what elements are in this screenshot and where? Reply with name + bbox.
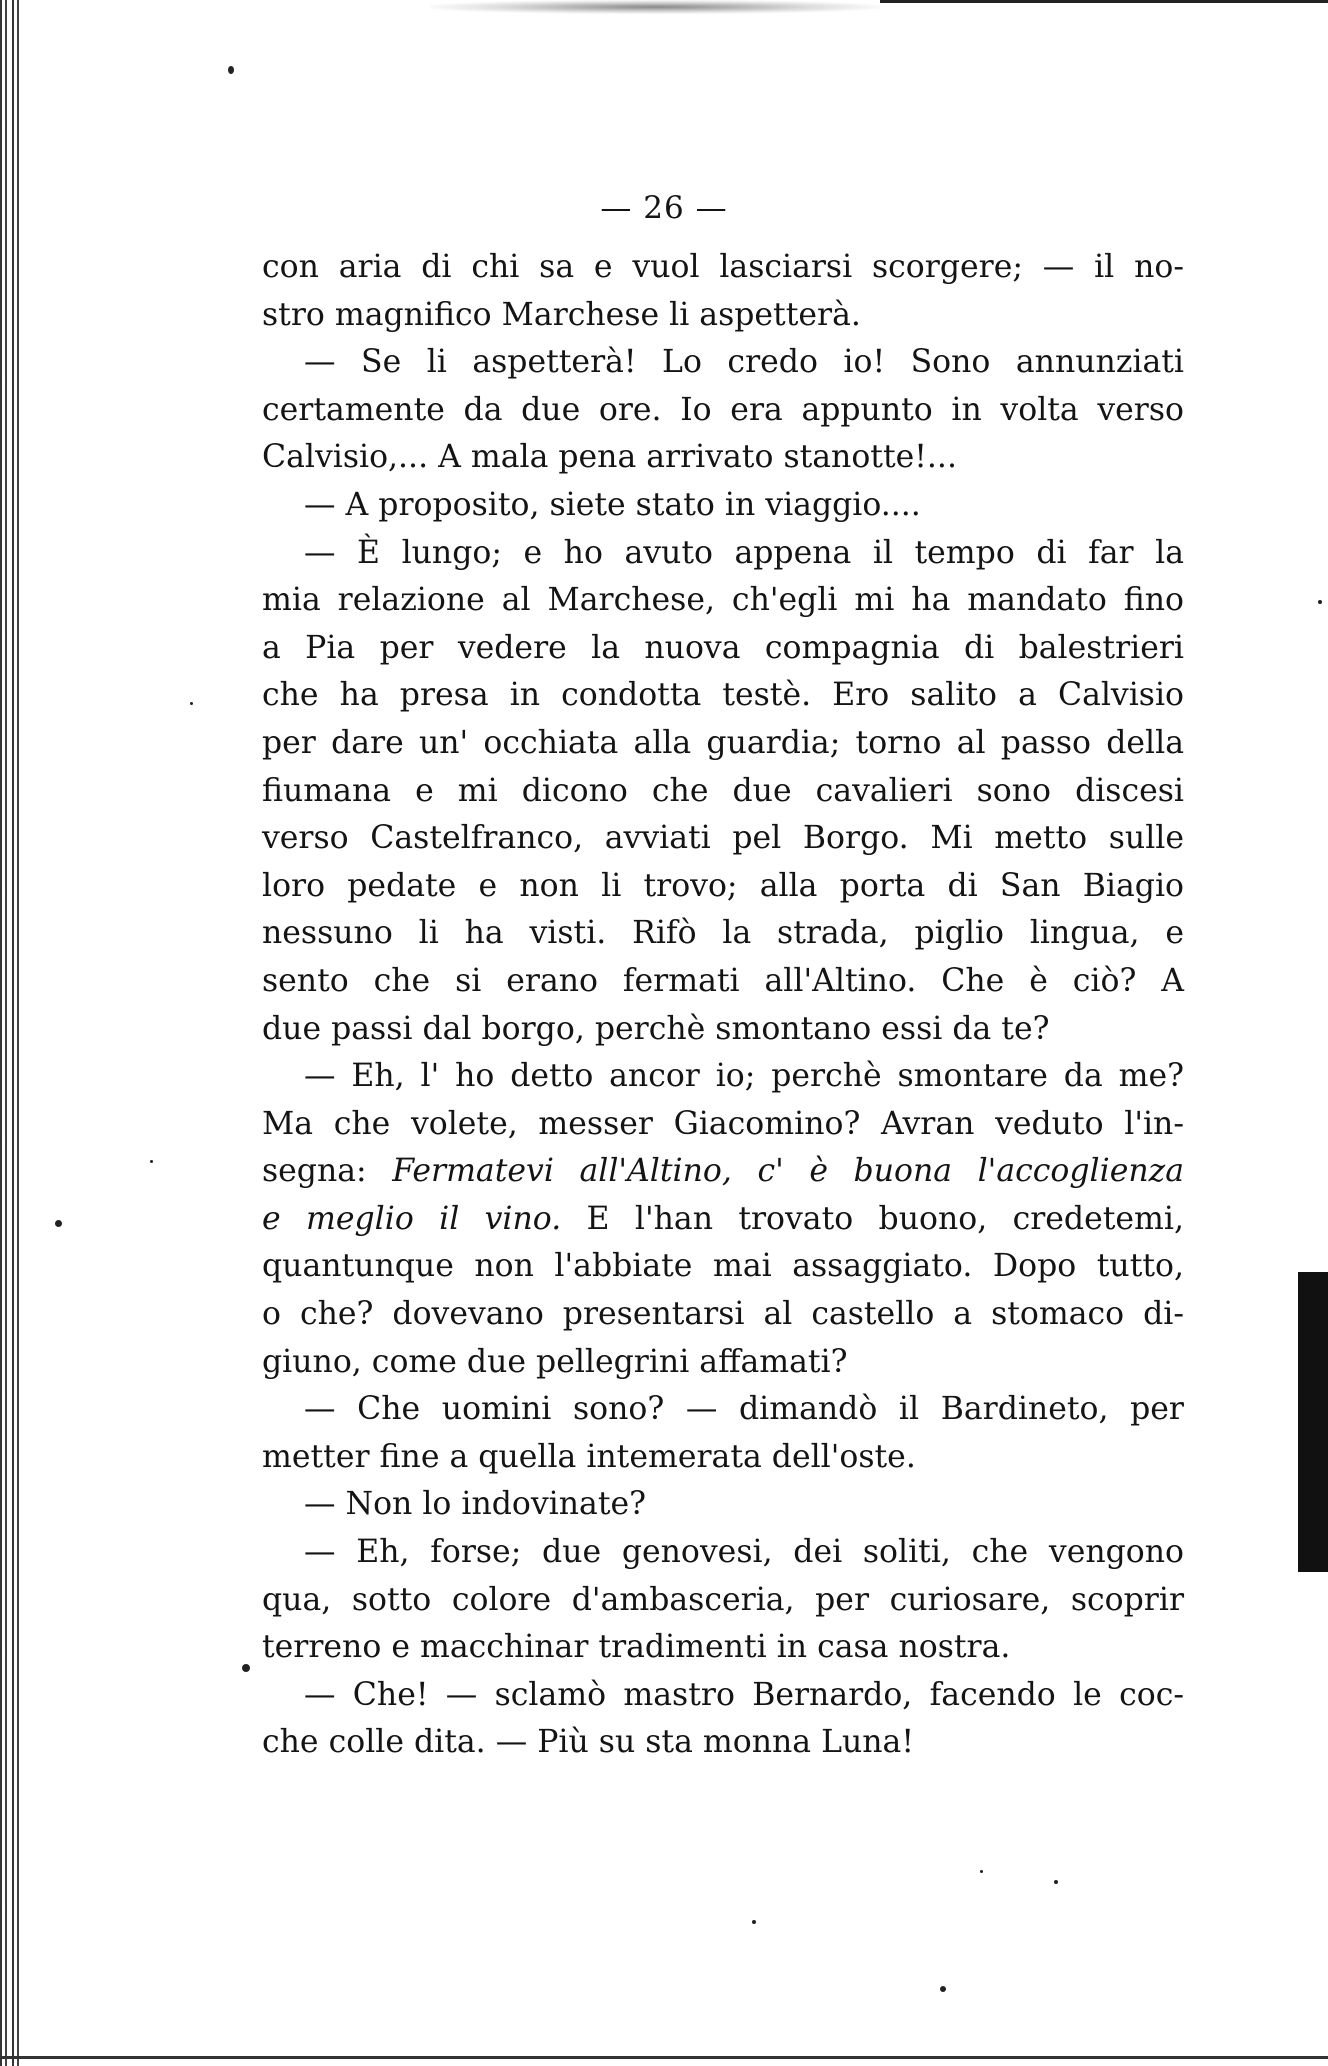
top-edge-line	[880, 0, 1328, 3]
speck	[752, 1920, 756, 1924]
body-text	[262, 244, 1184, 1767]
binding-edge	[0, 0, 22, 2066]
text-line: — Non lo indovinate?	[304, 1486, 647, 1523]
text-line: mia relazione al Marchese, ch'egli mi ha mandato fino	[262, 582, 1184, 619]
text-line: due passi dal borgo, perchè smontano essi da te?	[262, 1010, 1050, 1047]
text-line: — Eh, forse; due genovesi, dei soliti, che vengono	[304, 1534, 1184, 1571]
text-line: che ha presa in condotta testè. Ero salito a Calvisio	[262, 677, 1184, 714]
speck	[980, 1870, 983, 1873]
text-line	[262, 1196, 1184, 1244]
text-line: — Eh, l' ho detto ancor io; perchè smontare da me?	[304, 1058, 1184, 1095]
speck	[242, 1664, 250, 1672]
text-line: — È lungo; e ho avuto appena il tempo di far la	[304, 534, 1184, 571]
speck	[228, 66, 234, 74]
text-line: metter fine a quella intemerata dell'oste.	[262, 1438, 916, 1475]
text-line: fiumana e mi dicono che due cavalieri sono discesi	[262, 772, 1184, 809]
page-number: — 26 —	[600, 190, 728, 226]
text-line: o che? dovevano presentarsi al castello a stomaco di-	[262, 1296, 1184, 1333]
text-segment: E l'han trovato buono, credetemi,	[561, 1200, 1184, 1237]
text-line: quantunque non l'abbiate mai assaggiato. Dopo tutto,	[262, 1248, 1184, 1285]
text-line: che colle dita. — Più su sta monna Luna!	[262, 1724, 914, 1761]
bottom-edge-line	[0, 2056, 1328, 2059]
italic-segment: e meglio il vino.	[262, 1200, 562, 1237]
speck	[55, 1220, 62, 1227]
text-line: Calvisio,... A mala pena arrivato stanotte!...	[262, 439, 957, 476]
text-line: per dare un' occhiata alla guardia; torno al passo della	[262, 724, 1184, 761]
speck	[1054, 1880, 1058, 1884]
text-line: giuno, come due pellegrini affamati?	[262, 1343, 848, 1380]
text-line: certamente da due ore. Io era appunto in volta verso	[262, 391, 1184, 428]
italic-segment: Fermatevi all'Altino, c' è buona l'accoglienza	[392, 1153, 1184, 1190]
text-line	[262, 1148, 1184, 1196]
top-smudge	[430, 0, 880, 14]
text-line: — A proposito, siete stato in viaggio....	[304, 486, 921, 523]
right-edge-tab	[1298, 1272, 1328, 1572]
text-line: qua, sotto colore d'ambasceria, per curiosare, scoprir	[262, 1581, 1184, 1618]
text-line: — Che! — sclamò mastro Bernardo, facendo le coc-	[304, 1676, 1184, 1713]
text-line: loro pedate e non li trovo; alla porta di San Biagio	[262, 867, 1184, 904]
text-line: stro magnifico Marchese li aspetterà.	[262, 296, 861, 333]
speck	[150, 1160, 153, 1163]
speck	[190, 702, 193, 705]
text-line: a Pia per vedere la nuova compagnia di balestrieri	[262, 629, 1184, 666]
speck	[940, 1986, 946, 1992]
text-line: verso Castelfranco, avviati pel Borgo. Mi metto sulle	[262, 820, 1184, 857]
text-line: terreno e macchinar tradimenti in casa nostra.	[262, 1629, 1011, 1666]
text-line: nessuno li ha visti. Rifò la strada, piglio lingua, e	[262, 915, 1184, 952]
text-line: con aria di chi sa e vuol lasciarsi scorgere; — il no-	[262, 249, 1184, 285]
text-line: sento che si erano fermati all'Altino. Che è ciò? A	[262, 962, 1184, 999]
speck	[1318, 600, 1322, 604]
text-line: — Se li aspetterà! Lo credo io! Sono annunziati	[304, 344, 1184, 381]
text-segment: segna:	[262, 1153, 393, 1190]
text-line: Ma che volete, messer Giacomino? Avran veduto l'in-	[262, 1105, 1184, 1142]
text-line: — Che uomini sono? — dimandò il Bardineto, per	[304, 1391, 1184, 1428]
